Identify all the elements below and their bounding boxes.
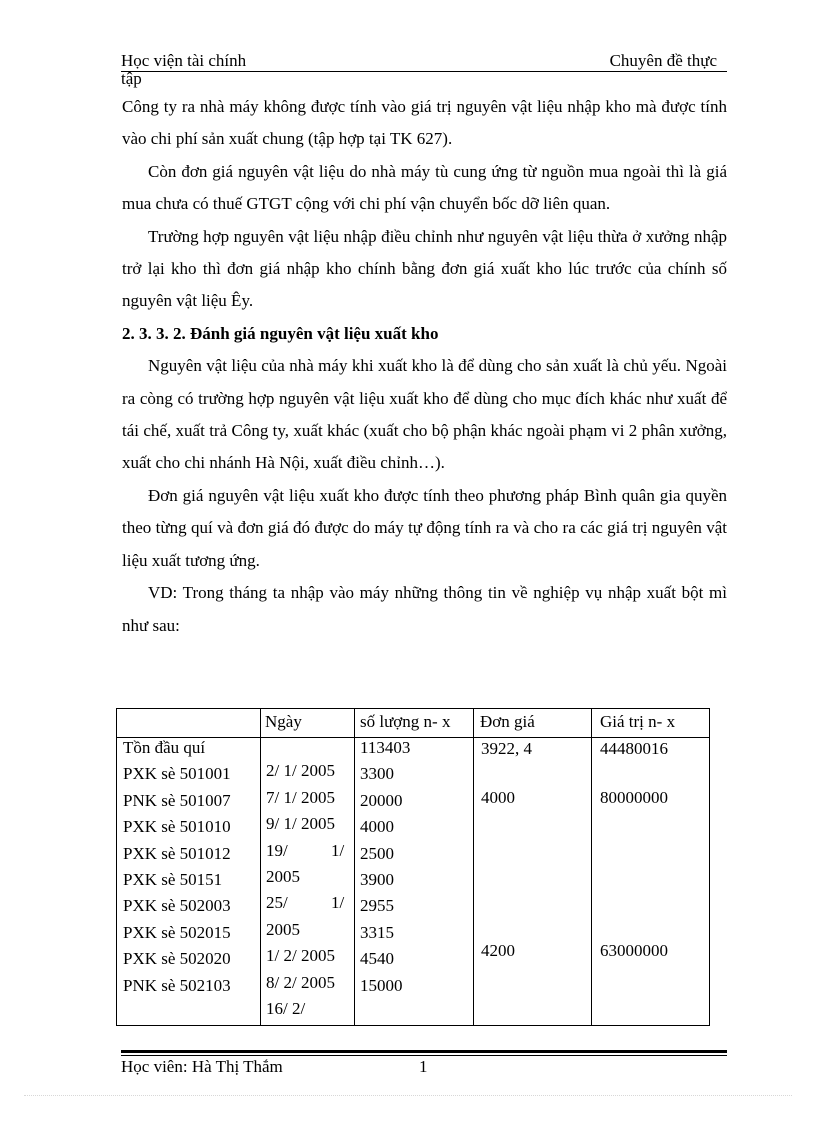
quantity-cell: 15000	[360, 975, 403, 995]
paragraph-1: Công ty ra nhà máy không được tính vào giá trị nguyên vật liệu nhập kho mà được tính vào chi phí sản xuất chung (tập hợp tại TK 627).	[122, 97, 727, 149]
table-col-divider	[473, 709, 474, 1025]
unit-price-cell: 4000	[481, 788, 515, 807]
doc-cell: PXK sè 50151	[123, 869, 223, 889]
header-right: Chuyên đề thực	[609, 51, 717, 70]
page-header	[121, 48, 727, 88]
table-col-divider	[591, 709, 592, 1025]
quantity-cell: 113403	[360, 738, 411, 757]
doc-cell: PXK sè 501010	[123, 817, 231, 837]
page-number: 1	[419, 1057, 428, 1076]
date-cell: 2005	[266, 920, 300, 939]
quantity-cell: 4540	[360, 949, 394, 969]
paragraph-6: VD: Trong tháng ta nhập vào máy những thông tin về nghiệp vụ nhập xuất bột mì như sau:	[122, 583, 727, 635]
date-cell: 1/ 2/ 2005	[266, 946, 335, 965]
quantity-cell: 2500	[360, 843, 394, 863]
footer-student-name: Học viên: Hà Thị Thắm	[121, 1057, 283, 1076]
doc-cell: PXK sè 502015	[123, 922, 231, 942]
quantity-cell: 3300	[360, 764, 394, 784]
header-value: Giá trị n- x	[600, 712, 676, 731]
quantity-cell: 2955	[360, 896, 394, 916]
doc-cell: Tồn đầu quí	[123, 738, 206, 757]
table-col-divider	[260, 709, 261, 1025]
unit-price-cell: 3922, 4	[481, 739, 532, 758]
date-cell: 8/ 2/ 2005	[266, 973, 335, 992]
date-cell: 2/ 1/ 2005	[266, 761, 335, 780]
date-cell: 25/	[266, 893, 288, 912]
doc-column	[123, 735, 231, 999]
quantity-cell: 4000	[360, 817, 394, 837]
header-date: Ngày	[265, 712, 302, 731]
table-col-divider	[354, 709, 355, 1025]
header-continuation: tập	[121, 69, 142, 88]
doc-cell: PNK sè 501007	[123, 790, 231, 810]
paragraph-4: Nguyên vật liệu của nhà máy khi xuất kho là để dùng cho sản xuất là chủ yếu. Ngoài ra còng có trường hợp nguyên vật liệu xuất kho để dùng cho mục đích khác như xuất để tái chế, xuất trả Công ty, xuất khác (xuất cho bộ phận khác ngoài phạm vi 2 phân xưởng, xuất cho chi nhánh Hà Nội, xuất điều chỉnh…).	[122, 356, 727, 473]
quantity-cell: 20000	[360, 790, 403, 810]
header-unit-price: Đơn giá	[480, 712, 535, 731]
page-footer	[121, 1050, 727, 1076]
date-cell: 7/ 1/ 2005	[266, 788, 335, 807]
date-cell: 9/ 1/ 2005	[266, 814, 335, 833]
value-cell: 63000000	[600, 941, 668, 960]
header-left: Học viện tài chính	[121, 51, 247, 70]
material-table	[116, 708, 710, 1026]
unit-price-cell: 4200	[481, 941, 515, 960]
date-cell: 1/	[331, 841, 345, 860]
date-cell: 1/	[331, 893, 345, 912]
quantity-column	[360, 735, 410, 999]
section-heading: 2. 3. 3. 2. Đánh giá nguyên vật liệu xuất kho	[122, 323, 439, 343]
doc-cell: PXK sè 502003	[123, 896, 231, 916]
page-edge-guide	[24, 1095, 792, 1096]
value-cell: 80000000	[600, 788, 668, 807]
doc-cell: PXK sè 502020	[123, 949, 231, 969]
header-quantity: số lượng n- x	[360, 712, 451, 731]
doc-cell: PNK sè 502103	[123, 975, 231, 995]
date-cell: 16/ 2/	[266, 999, 306, 1018]
header-rule	[121, 71, 727, 72]
paragraph-2: Còn đơn giá nguyên vật liệu do nhà máy tù cung ứng từ nguồn mua ngoài thì là giá mua chưa có thuế GTGT cộng với chi phí vận chuyển bốc dỡ liên quan.	[122, 161, 727, 214]
paragraph-3: Trường hợp nguyên vật liệu nhập điều chỉnh như nguyên vật liệu thừa ở xưởng nhập trở lại kho thì đơn giá nhập kho chính bằng đơn giá xuất kho lúc trước của chính số nguyên vật liệu Êy.	[122, 226, 727, 311]
quantity-cell: 3315	[360, 922, 394, 942]
value-cell: 44480016	[600, 739, 668, 758]
doc-cell: PXK sè 501012	[123, 843, 231, 863]
quantity-cell: 3900	[360, 869, 394, 889]
footer-rule	[121, 1055, 727, 1056]
footer-rule	[121, 1050, 727, 1053]
paragraph-5: Đơn giá nguyên vật liệu xuất kho được tính theo phương pháp Bình quân gia quyền theo từng quí và đơn giá đó được do máy tự động tính ra và cho ra các giá trị nguyên vật liệu xuất tương ứng.	[122, 485, 727, 570]
document-body	[122, 91, 727, 642]
doc-cell: PXK sè 501001	[123, 764, 231, 784]
date-cell: 19/	[266, 841, 288, 860]
date-cell: 2005	[266, 867, 300, 886]
